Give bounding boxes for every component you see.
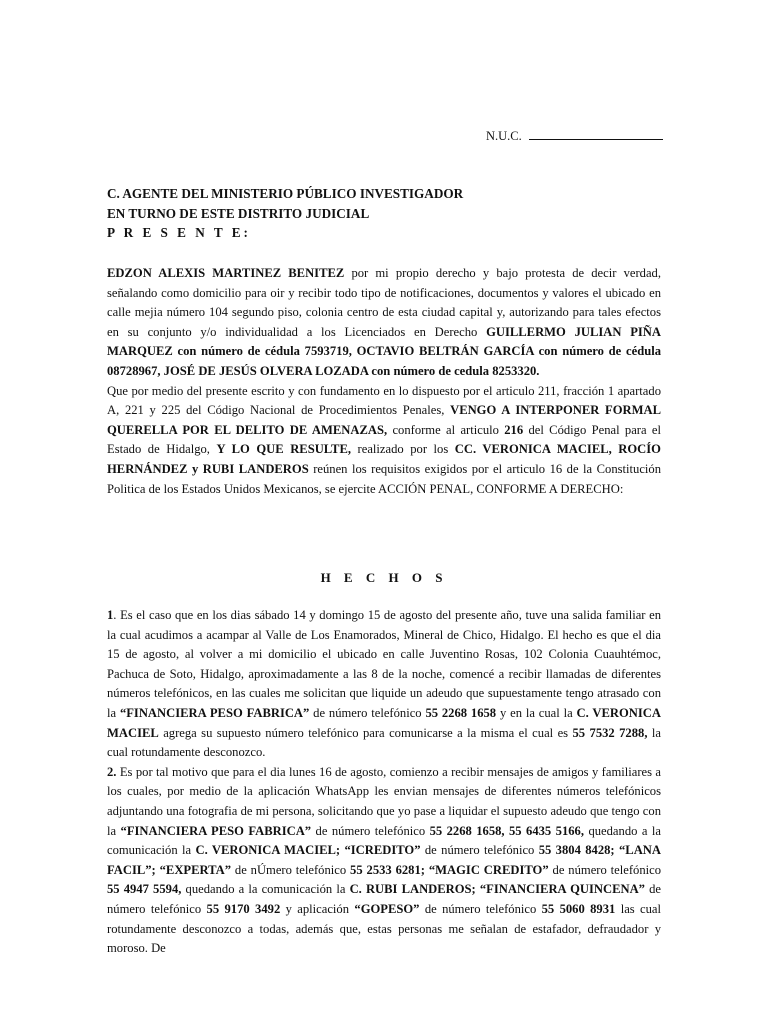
fact-1-text-1: . Es el caso que en los dias sábado 14 y domingo 15 de agosto del presente año, tuve una salida familiar en la cual acudimos a acampar al Valle de Los Enamorados, Mineral de Chico, Hidalgo. El hecho es que el dia 15 de agosto, al volver a mi domicilio el ubicado en calle Juventino Rosas, 102 Colonia Cuauhtémoc, Pachuca de Soto, Hidalgo, aproximadamente a las 8 de la noche, comencé a recibir llamadas de diferentes números telefónicos, en las cuales me solicitan que liquide un adeudo que supuestamente tengo atrasado con la xyxy=(107,608,661,720)
fact-2-text-10: de número telefónico xyxy=(419,901,542,916)
intro-bold-querella: VENGO A INTERPONER FORMAL QUERELLA POR EL DELITO DE AMENAZAS, xyxy=(107,403,662,437)
fact-2-text-4: de número telefónico xyxy=(420,843,539,858)
fact-2-text-6: de número telefónico xyxy=(548,862,661,877)
fact-1-text-2: de número telefónico xyxy=(309,705,426,720)
section-title-hechos: H E C H O S xyxy=(320,570,448,585)
fact-1-text-4: agrega su supuesto número telefónico para comunicarse a la misma el cual es xyxy=(158,725,573,740)
nuc-blank-line xyxy=(529,127,663,140)
addressee-block xyxy=(107,184,463,243)
fact-2 xyxy=(107,763,661,959)
fact-2-text-2: de número telefónico xyxy=(311,823,430,838)
addressee-line-3: P R E S E N T E: xyxy=(107,225,251,240)
fact-2-bold-2: 55 2268 1658, 55 6435 5166, xyxy=(429,823,585,838)
fact-2-bold-8: 55 9170 3492 xyxy=(206,901,281,916)
intro-text-3: conforme al articulo xyxy=(387,422,505,437)
fact-2-bold-9: “GOPESO” xyxy=(354,901,420,916)
facts-section xyxy=(107,606,661,959)
fact-1-bold-2: 55 2268 1658 xyxy=(425,705,497,720)
fact-1-text-3: y en la cual la xyxy=(496,705,577,720)
intro-text-5: realizado por los xyxy=(351,442,455,457)
fact-2-bold-1: “FINANCIERA PESO FABRICA” xyxy=(120,823,312,838)
fact-2-text-5: de nÚmero telefónico xyxy=(231,862,351,877)
fact-2-text-9: y aplicación xyxy=(280,901,355,916)
nuc-field xyxy=(486,127,663,144)
complainant-name: EDZON ALEXIS MARTINEZ BENITEZ xyxy=(107,266,345,280)
fact-2-number: 2. xyxy=(107,764,117,779)
fact-1-bold-1: “FINANCIERA PESO FABRICA” xyxy=(119,705,310,720)
fact-2-text-11: las cual rotundamente desconozco a todas, además que, estas personas me señalan de estafador, defraudador y moroso. De xyxy=(107,901,662,956)
intro-text-2: Que por medio del presente escrito y con fundamento en lo dispuesto por el articulo 211, fracción 1 apartado A, 221 y 225 del Código Nacional de Procedimientos Penales, xyxy=(107,383,661,418)
fact-1-number: 1 xyxy=(107,608,114,622)
fact-2-bold-6: 55 4947 5594, xyxy=(107,882,182,897)
fact-2-bold-10: 55 5060 8931 xyxy=(541,901,616,916)
fact-2-text-8: de número telefónico xyxy=(107,882,661,916)
nuc-label: N.U.C. xyxy=(486,129,525,143)
intro-part-2 xyxy=(107,382,661,500)
fact-2-bold-4: 55 3804 8428; “LANA FACIL”; “EXPERTA” xyxy=(107,843,661,877)
fact-2-bold-7: C. RUBI LANDEROS; “FINANCIERA QUINCENA” xyxy=(349,882,645,897)
addressee-line-2: EN TURNO DE ESTE DISTRITO JUDICIAL xyxy=(107,205,370,221)
fact-2-text-3: quedando a la comunicación la xyxy=(107,823,661,858)
accused-names: CC. VERONICA MACIEL, ROCÍO HERNÁNDEZ y RUBI LANDEROS xyxy=(107,442,661,476)
intro-bold-article: 216 xyxy=(504,422,524,437)
intro-part-1 xyxy=(107,264,661,382)
lawyers-names: GUILLERMO JULIAN PIÑA MARQUEZ con número de cédula 7593719, OCTAVIO BELTRÁN GARCÍA con número de cédula 08728967, JOSÉ DE JESÚS OLVERA LOZADA con número de cedula 8253320. xyxy=(107,324,661,378)
fact-2-text-1: Es por tal motivo que para el dia lunes 16 de agosto, comienzo a recibir mensajes de amigos y familiares a los cuales, por medio de la aplicación WhatsApp les envian mensajes de diferentes números telefónicos adjuntando una fotografia de mi persona, solicitando que yo pase a liquidar el supuesto adeudo que tengo con la xyxy=(107,764,661,838)
fact-1 xyxy=(107,606,661,763)
fact-2-bold-3: C. VERONICA MACIEL; “ICREDITO” xyxy=(195,843,421,858)
addressee-line-1: C. AGENTE DEL MINISTERIO PÚBLICO INVESTIGADOR xyxy=(107,186,464,201)
intro-text-4: del Código Penal para el Estado de Hidalgo, xyxy=(107,422,662,457)
fact-2-text-7: quedando a la comunicación la xyxy=(181,882,350,897)
intro-text-6: reúnen los requisitos exigidos por el articulo 16 de la Constitución Politica de los Estados Unidos Mexicanos, se ejercite ACCIÓN PENAL, CONFORME A DERECHO: xyxy=(107,461,661,496)
fact-1-text-5: la cual rotundamente desconozco. xyxy=(107,725,661,760)
intro-text-1: por mi propio derecho y bajo protesta de decir verdad, señalando como domicilio para oir y recibir todo tipo de notificaciones, documentos y valores el ubicado en calle mejia número 104 segundo piso, colonia centro de esta ciudad capital y, autorizando para tales efectos en su conjunto y/o individualidad a los Licenciados en Derecho xyxy=(107,266,661,339)
fact-1-bold-3: C. VERONICA MACIEL xyxy=(107,705,661,740)
fact-1-bold-4: 55 7532 7288, xyxy=(572,725,648,740)
intro-bold-resulte: Y LO QUE RESULTE, xyxy=(216,442,352,457)
intro-paragraph xyxy=(107,264,661,499)
fact-2-bold-5: 55 2533 6281; “MAGIC CREDITO” xyxy=(350,862,549,877)
